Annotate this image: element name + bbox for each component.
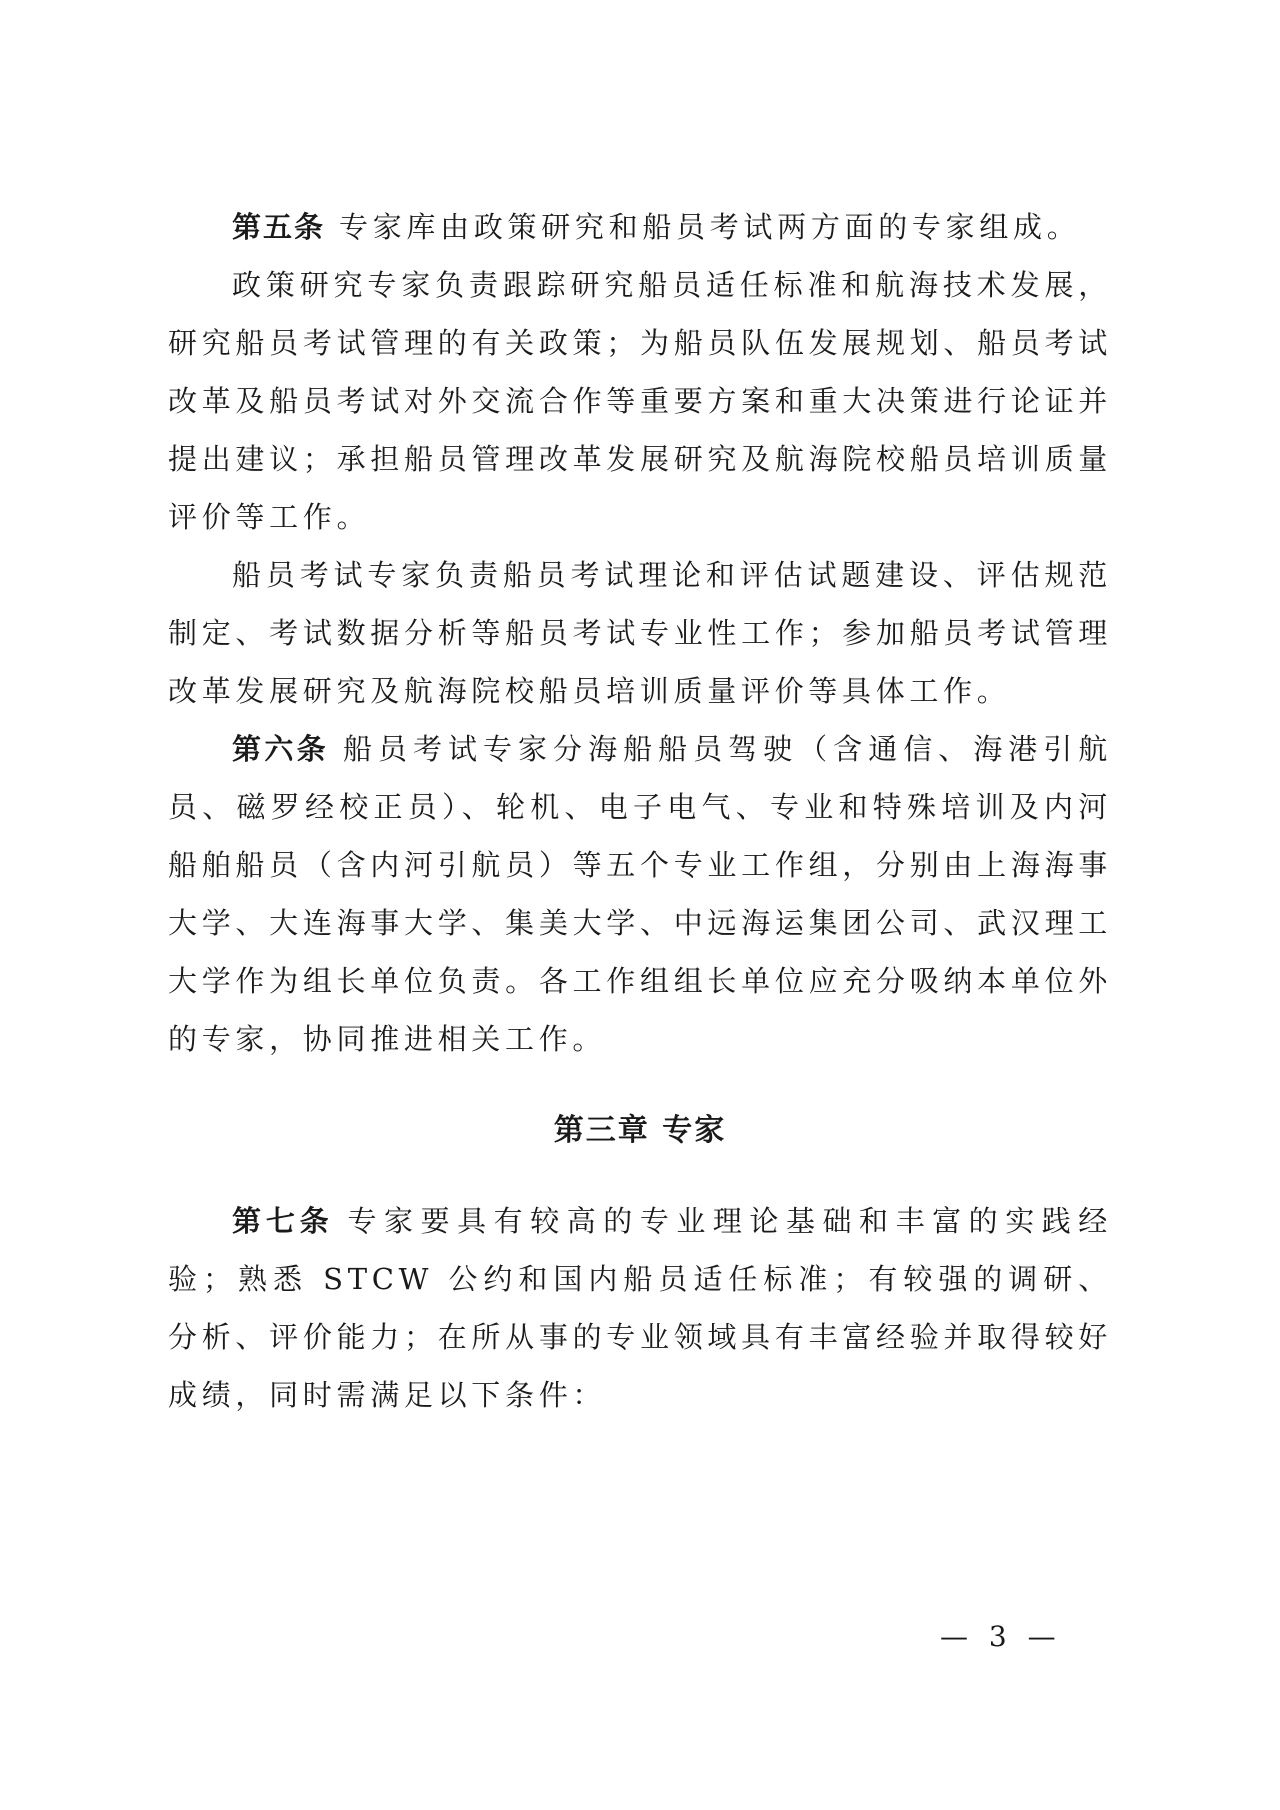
article-7-label: 第七条 (232, 1204, 334, 1238)
policy-research-paragraph: 政策研究专家负责跟踪研究船员适任标准和航海技术发展，研究船员考试管理的有关政策；为船员队伍发展规划、船员考试改革及船员考试对外交流合作等重要方案和重大决策进行论证并提出建议；承担船员管理改革发展研究及航海院校船员培训质量评价等工作。 (168, 268, 1112, 534)
document-page (168, 198, 1112, 1424)
exam-expert-paragraph: 船员考试专家负责船员考试理论和评估试题建设、评估规范制定、考试数据分析等船员考试专业性工作；参加船员考试管理改革发展研究及航海院校船员培训质量评价等具体工作。 (168, 558, 1112, 708)
article-5-paragraph (168, 198, 1112, 256)
article-6-paragraph (168, 720, 1112, 1068)
page-number: — 3 — (940, 1620, 1062, 1653)
article-6-text: 船员考试专家分海船船员驾驶（含通信、海港引航员、磁罗经校正员）、轮机、电子电气、专业和特殊培训及内河船舶船员（含内河引航员）等五个专业工作组，分别由上海海事大学、大连海事大学、集美大学、中远海运集团公司、武汉理工大学作为组长单位负责。各工作组组长单位应充分吸纳本单位外的专家，协同推进相关工作。 (168, 732, 1112, 1056)
chapter-title: 第三章 专家 (553, 1113, 727, 1148)
article-6-label: 第六条 (232, 732, 329, 766)
article-5-text: 专家库由政策研究和船员考试两方面的专家组成。 (339, 210, 1081, 244)
article-7-paragraph (168, 1192, 1112, 1424)
article-7-text: 专家要具有较高的专业理论基础和丰富的实践经验；熟悉 STCW 公约和国内船员适任标准；有较强的调研、分析、评价能力；在所从事的专业领域具有丰富经验并取得较好成绩，同时需满足以下条件： (168, 1204, 1112, 1412)
article-5-label: 第五条 (232, 210, 326, 244)
